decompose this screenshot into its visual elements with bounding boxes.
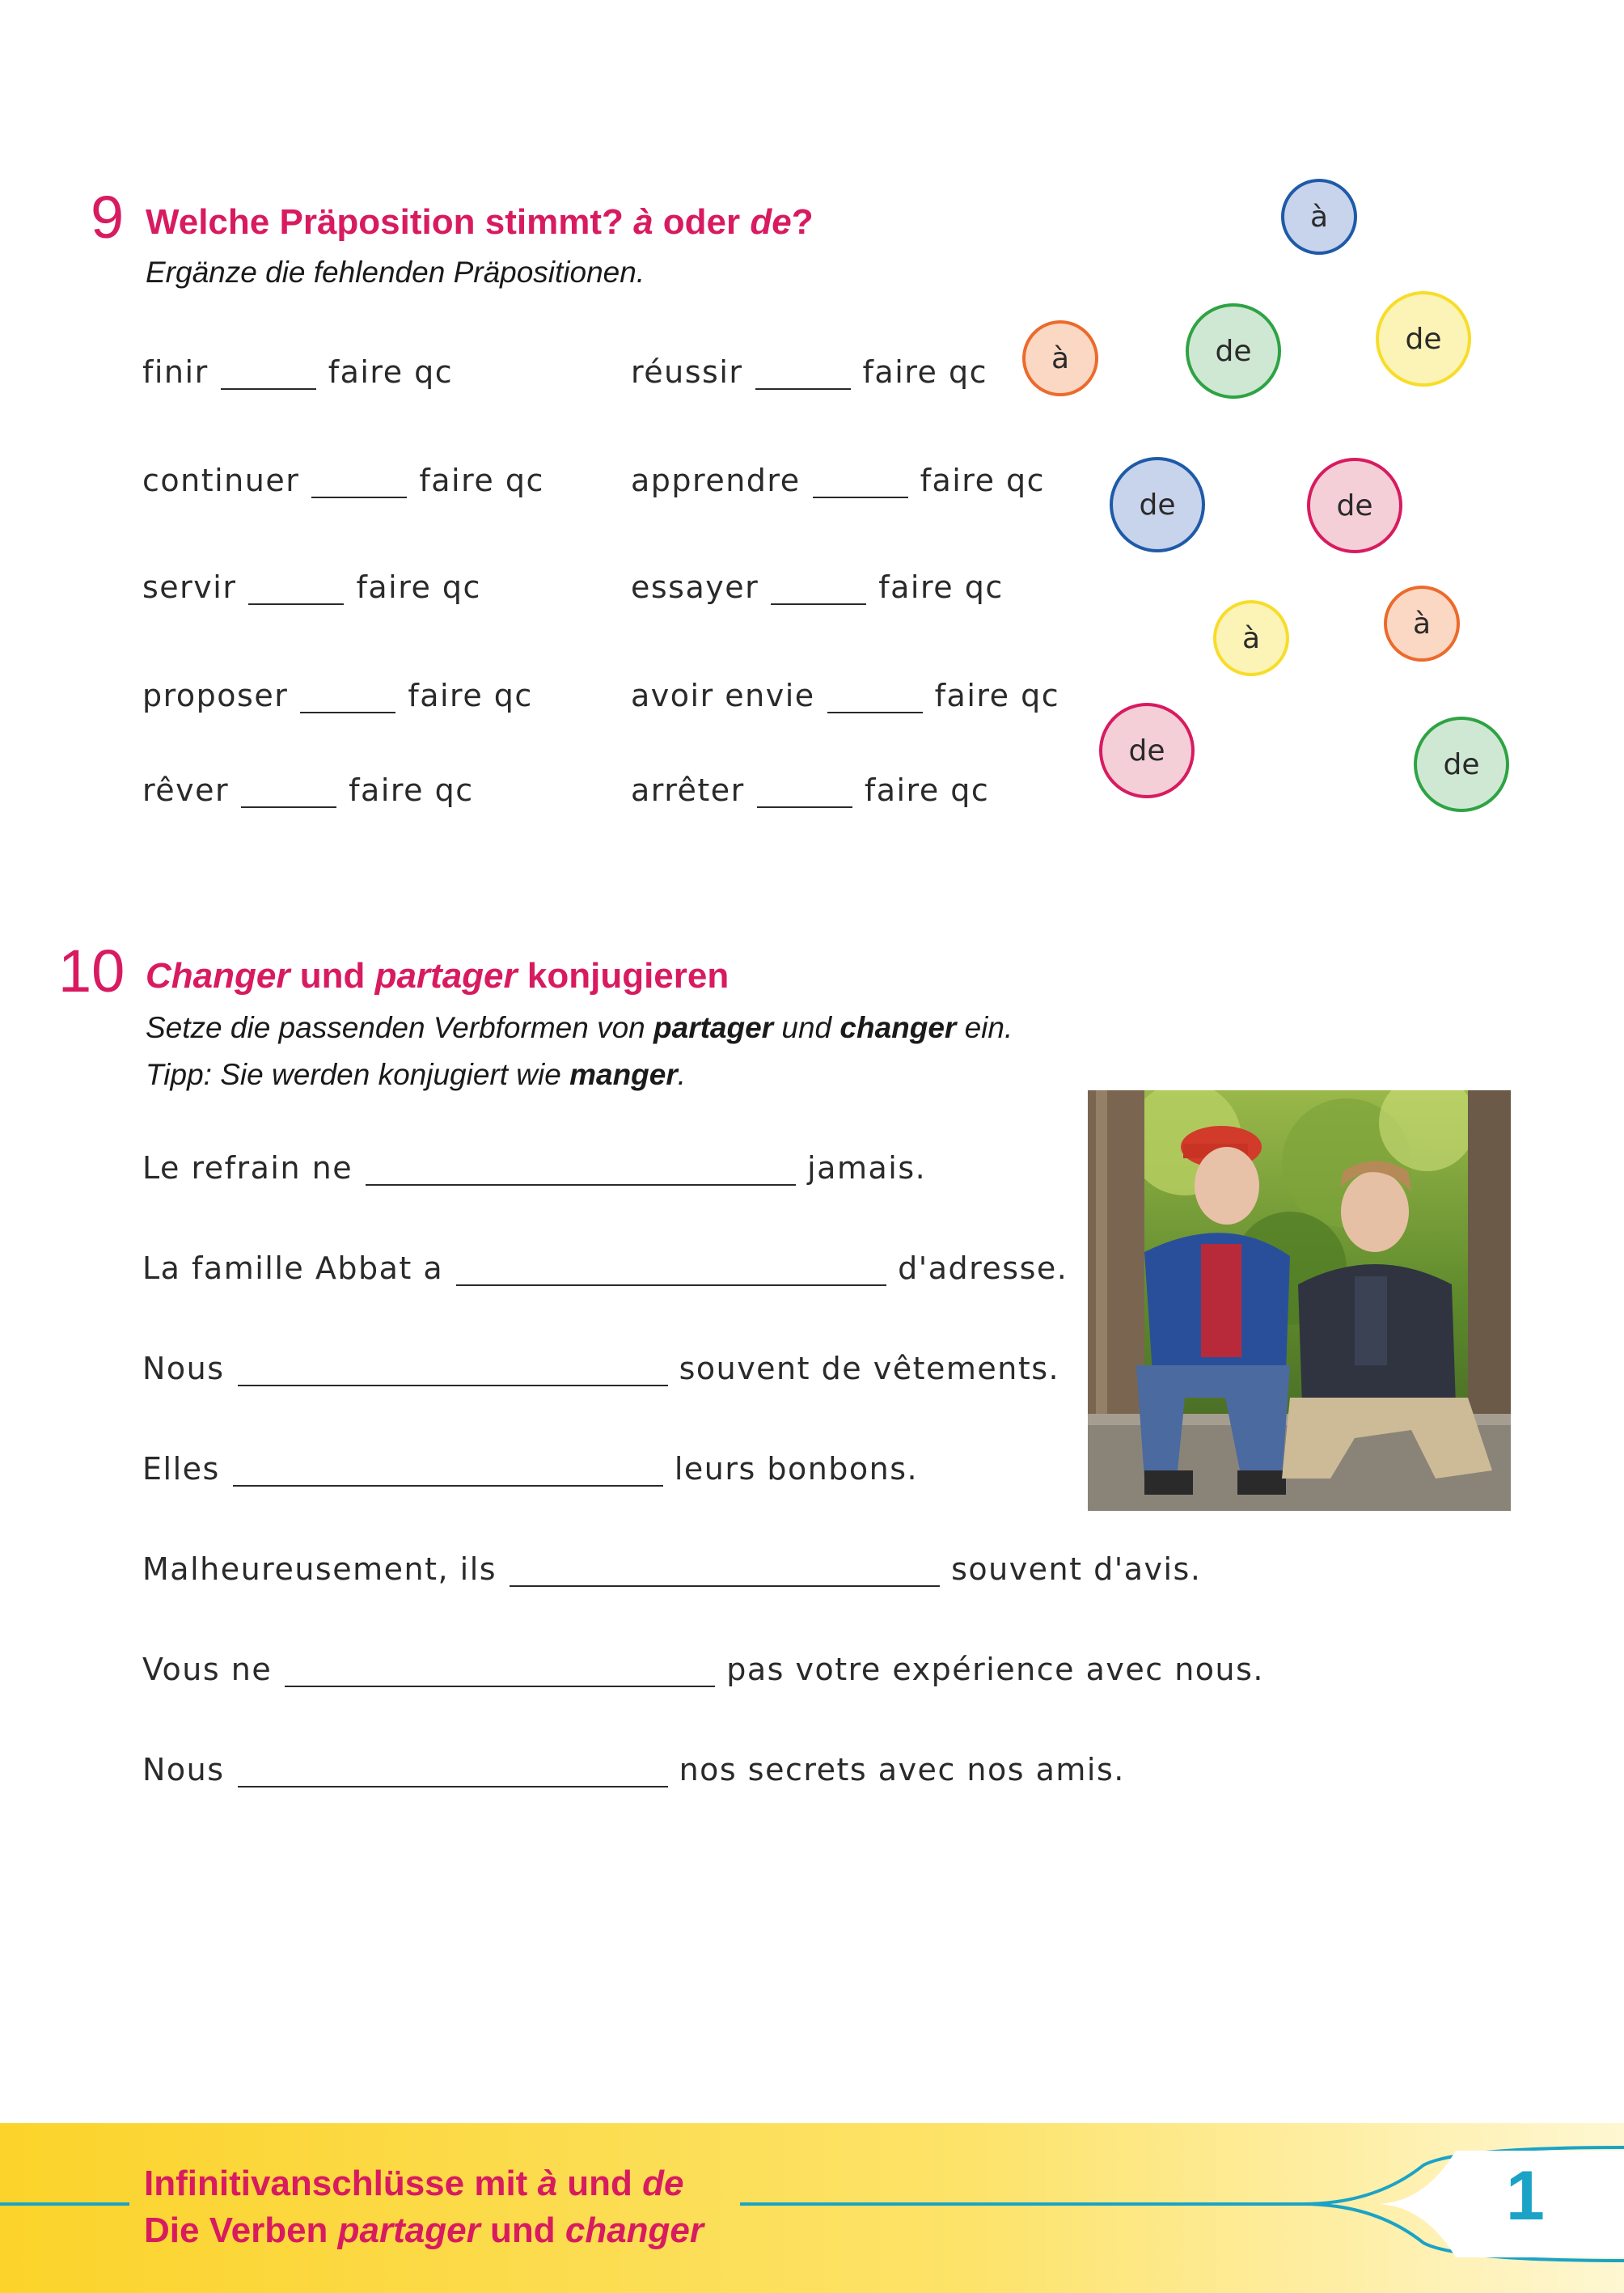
title-part: konjugieren (517, 956, 730, 996)
sentence-after: souvent de vêtements. (679, 1351, 1060, 1386)
tip-part: Tipp: Sie werden konjugiert wie (146, 1058, 570, 1091)
answer-blank[interactable] (771, 573, 866, 605)
sentence-after: d'adresse. (898, 1250, 1068, 1286)
footer-part: und (480, 2211, 565, 2250)
answer-blank[interactable] (813, 466, 908, 498)
rest-text: faire qc (349, 772, 474, 808)
footer-title-line2 (144, 2211, 704, 2251)
rest-text: faire qc (878, 569, 1004, 605)
preposition-bubble[interactable]: à (1281, 179, 1357, 255)
prep-item (142, 569, 481, 605)
exercise-10-instruction (146, 1011, 1013, 1045)
exercise-9-title (146, 202, 814, 243)
sentence-before: Nous (142, 1752, 225, 1787)
rest-text: faire qc (920, 463, 1046, 498)
exercise-9-number: 9 (91, 184, 125, 251)
answer-blank[interactable] (366, 1153, 796, 1186)
answer-blank[interactable] (456, 1254, 886, 1286)
sentence-after: souvent d'avis. (951, 1551, 1202, 1587)
footer-part: Die Verben (144, 2211, 338, 2250)
sentence-item (142, 1652, 1264, 1687)
teens-photo-illustration (1088, 1090, 1511, 1511)
rest-text: faire qc (864, 772, 990, 808)
preposition-bubble[interactable]: de (1414, 717, 1509, 812)
sentence-before: Malheureusement, ils (142, 1551, 497, 1587)
footer-italic: de (642, 2164, 684, 2203)
answer-blank[interactable] (221, 357, 316, 390)
answer-blank[interactable] (238, 1755, 668, 1787)
prep-item (631, 354, 988, 390)
answer-blank[interactable] (248, 573, 344, 605)
answer-blank[interactable] (510, 1555, 940, 1587)
sentence-after: pas votre expérience avec nous. (726, 1652, 1264, 1687)
tip-bold: manger (569, 1058, 678, 1091)
instr-part: Setze die passenden Verbformen von (146, 1011, 654, 1044)
answer-blank[interactable] (285, 1655, 715, 1687)
sentence-after: nos secrets avec nos amis. (679, 1752, 1125, 1787)
sentence-before: La famille Abbat a (142, 1250, 444, 1286)
instr-bold: changer (839, 1011, 957, 1044)
answer-blank[interactable] (827, 681, 923, 713)
answer-blank[interactable] (300, 681, 395, 713)
sentence-item (142, 1451, 918, 1487)
footer-part: Infinitivanschlüsse mit (144, 2164, 538, 2203)
preposition-bubble[interactable]: de (1110, 457, 1205, 552)
title-part: Welche Präposition stimmt? (146, 202, 634, 242)
instr-part: und (773, 1011, 840, 1044)
instr-part: ein. (956, 1011, 1013, 1044)
exercise-10-number: 10 (58, 937, 125, 1005)
prep-item (631, 772, 989, 808)
preposition-bubble[interactable]: de (1307, 458, 1402, 553)
title-de: de (750, 202, 792, 242)
verb-text: proposer (142, 678, 289, 713)
rest-text: faire qc (862, 354, 988, 390)
sentence-before: Le refrain ne (142, 1150, 353, 1186)
prep-item (631, 678, 1059, 713)
footer-italic: changer (565, 2211, 704, 2250)
title-part: ? (791, 202, 814, 242)
footer-title-line1 (144, 2164, 684, 2204)
sentence-after: leurs bonbons. (674, 1451, 919, 1487)
preposition-bubble[interactable]: à (1384, 586, 1460, 662)
preposition-bubble[interactable]: de (1376, 291, 1471, 387)
verb-text: essayer (631, 569, 759, 605)
footer-wave-line (0, 2123, 1624, 2293)
prep-item (142, 463, 544, 498)
tip-part: . (677, 1058, 687, 1091)
preposition-bubble[interactable]: de (1186, 303, 1281, 399)
title-part: oder (653, 202, 751, 242)
sentence-before: Vous ne (142, 1652, 273, 1687)
prep-item (142, 678, 533, 713)
rest-text: faire qc (934, 678, 1060, 713)
footer-italic: à (537, 2164, 558, 2203)
exercise-9-instruction: Ergänze die fehlenden Präpositionen. (146, 256, 645, 289)
sentence-after: jamais. (807, 1150, 927, 1186)
answer-blank[interactable] (311, 466, 407, 498)
rest-text: faire qc (356, 569, 481, 605)
teens-photo (1088, 1090, 1511, 1511)
rest-text: faire qc (419, 463, 544, 498)
title-a: à (633, 202, 653, 242)
verb-text: apprendre (631, 463, 801, 498)
preposition-bubble[interactable]: à (1022, 320, 1098, 396)
sentence-item (142, 1250, 1068, 1286)
sentence-before: Elles (142, 1451, 220, 1487)
preposition-bubble[interactable]: à (1213, 600, 1289, 676)
title-part: und (290, 956, 375, 996)
verb-text: arrêter (631, 772, 745, 808)
sentence-item (142, 1752, 1125, 1787)
verb-text: finir (142, 354, 209, 390)
title-changer: Changer (146, 956, 290, 996)
prep-item (142, 772, 474, 808)
footer-italic: partager (337, 2211, 480, 2250)
footer-band (0, 2123, 1624, 2293)
page-number: 1 (1506, 2157, 1545, 2235)
answer-blank[interactable] (755, 357, 851, 390)
prep-item (631, 463, 1045, 498)
prep-item (142, 354, 453, 390)
preposition-bubble[interactable]: de (1099, 703, 1195, 798)
instr-bold: partager (653, 1011, 774, 1044)
rest-text: faire qc (328, 354, 454, 390)
verb-text: rêver (142, 772, 230, 808)
sentence-item (142, 1150, 926, 1186)
sentence-item (142, 1551, 1201, 1587)
exercise-10-tip (146, 1058, 686, 1092)
rest-text: faire qc (408, 678, 533, 713)
exercise-10-title (146, 956, 729, 996)
verb-text: servir (142, 569, 237, 605)
verb-text: continuer (142, 463, 300, 498)
footer-part: und (557, 2164, 643, 2203)
answer-blank[interactable] (241, 776, 336, 808)
answer-blank[interactable] (238, 1354, 668, 1386)
prep-item (631, 569, 1004, 605)
sentence-item (142, 1351, 1059, 1386)
title-partager: partager (374, 956, 518, 996)
answer-blank[interactable] (233, 1454, 663, 1487)
verb-text: réussir (631, 354, 743, 390)
verb-text: avoir envie (631, 678, 815, 713)
sentence-before: Nous (142, 1351, 225, 1386)
answer-blank[interactable] (757, 776, 852, 808)
